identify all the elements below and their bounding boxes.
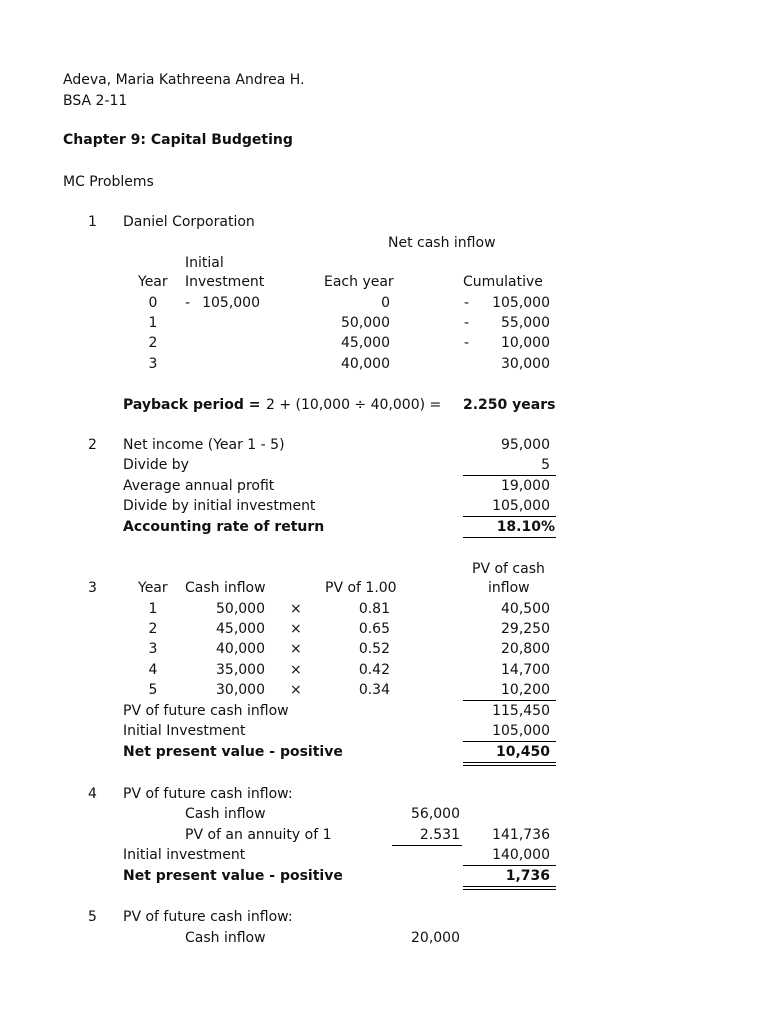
underline xyxy=(463,865,556,866)
annuity-total: 141,736 xyxy=(492,827,550,843)
pv-cell: 0.34 xyxy=(358,682,390,698)
initial-label: Initial Investment xyxy=(123,723,246,739)
pv-cash-cell: 20,800 xyxy=(501,641,550,657)
year-cell: 1 xyxy=(148,315,158,331)
times-sign: × xyxy=(290,682,302,698)
times-sign: × xyxy=(290,641,302,657)
npv-value: 1,736 xyxy=(505,868,550,884)
double-underline-bottom xyxy=(463,889,556,890)
double-underline xyxy=(463,537,556,538)
pv-cell: 0.42 xyxy=(358,662,390,678)
problem-number: 2 xyxy=(88,437,97,453)
payback-label: Payback period = xyxy=(123,397,261,413)
result-value: 18.10% xyxy=(496,519,555,535)
problem-number: 1 xyxy=(88,214,97,230)
problem-number: 4 xyxy=(88,786,97,802)
row-label: Divide by initial investment xyxy=(123,498,316,514)
pv-cash-header-1: PV of cash xyxy=(472,561,545,577)
initial-label: Initial investment xyxy=(123,847,246,863)
problem-title: Daniel Corporation xyxy=(123,214,255,230)
section-subtitle: MC Problems xyxy=(63,174,154,190)
row-label: Divide by xyxy=(123,457,189,473)
underline xyxy=(463,741,556,742)
cash-inflow-value: 20,000 xyxy=(411,930,460,946)
cumulative-sign: - xyxy=(464,295,470,311)
row-label: Net income (Year 1 - 5) xyxy=(123,437,285,453)
cash-cell: 35,000 xyxy=(216,662,265,678)
cumulative-header: Cumulative xyxy=(463,274,543,290)
year-cell: 4 xyxy=(148,662,158,678)
investment-cell: 105,000 xyxy=(202,295,260,311)
pv-future-value: 115,450 xyxy=(492,703,550,719)
npv-label: Net present value - positive xyxy=(123,744,343,760)
chapter-title: Chapter 9: Capital Budgeting xyxy=(63,132,293,148)
pv-cell: 0.52 xyxy=(358,641,390,657)
pv-cash-cell: 14,700 xyxy=(501,662,550,678)
cash-cell: 40,000 xyxy=(216,641,265,657)
row-label: Average annual profit xyxy=(123,478,275,494)
pv-future-label: PV of future cash inflow xyxy=(123,703,289,719)
underline xyxy=(463,516,556,517)
student-section: BSA 2-11 xyxy=(63,93,128,109)
pv-future-label: PV of future cash inflow: xyxy=(123,786,293,802)
result-label: Accounting rate of return xyxy=(123,519,325,535)
pv-future-label: PV of future cash inflow: xyxy=(123,909,293,925)
cash-inflow-header: Cash inflow xyxy=(185,580,266,596)
cumulative-cell: 10,000 xyxy=(501,335,550,351)
pv-cash-cell: 40,500 xyxy=(501,601,550,617)
pv-cash-cell: 29,250 xyxy=(501,621,550,637)
row-value: 5 xyxy=(541,457,550,473)
times-sign: × xyxy=(290,662,302,678)
cumulative-cell: 30,000 xyxy=(501,356,550,372)
double-underline-top xyxy=(463,886,556,887)
double-underline-bottom xyxy=(463,765,556,766)
investment-sign: - xyxy=(185,295,191,311)
cash-inflow-label: Cash inflow xyxy=(185,930,266,946)
initial-header-2: Investment xyxy=(185,274,265,290)
npv-label: Net present value - positive xyxy=(123,868,343,884)
each-year-cell: 45,000 xyxy=(341,335,390,351)
cash-cell: 45,000 xyxy=(216,621,265,637)
underline xyxy=(392,845,462,846)
double-underline-top xyxy=(463,762,556,763)
year-header: Year xyxy=(138,580,168,596)
cash-cell: 30,000 xyxy=(216,682,265,698)
student-name: Adeva, Maria Kathreena Andrea H. xyxy=(63,72,305,88)
payback-result: 2.250 years xyxy=(463,397,556,413)
cumulative-sign: - xyxy=(464,335,470,351)
problem-number: 3 xyxy=(88,580,97,596)
cash-inflow-value: 56,000 xyxy=(411,806,460,822)
cash-cell: 50,000 xyxy=(216,601,265,617)
pv-cell: 0.65 xyxy=(358,621,390,637)
year-cell: 3 xyxy=(148,641,158,657)
underline xyxy=(463,475,556,476)
initial-header-1: Initial xyxy=(185,255,224,271)
cumulative-cell: 55,000 xyxy=(501,315,550,331)
year-cell: 3 xyxy=(148,356,158,372)
year-cell: 1 xyxy=(148,601,158,617)
year-cell: 2 xyxy=(148,621,158,637)
initial-value: 105,000 xyxy=(492,723,550,739)
problem-number: 5 xyxy=(88,909,97,925)
underline xyxy=(463,700,556,701)
year-cell: 0 xyxy=(148,295,158,311)
pv-cell: 0.81 xyxy=(358,601,390,617)
annuity-value: 2.531 xyxy=(419,827,460,843)
cumulative-sign: - xyxy=(464,315,470,331)
year-cell: 5 xyxy=(148,682,158,698)
each-year-header: Each year xyxy=(324,274,394,290)
each-year-cell: 0 xyxy=(381,295,390,311)
pv-cash-header-2: inflow xyxy=(488,580,530,596)
pv-header: PV of 1.00 xyxy=(325,580,397,596)
each-year-cell: 40,000 xyxy=(341,356,390,372)
times-sign: × xyxy=(290,601,302,617)
year-cell: 2 xyxy=(148,335,158,351)
row-value: 95,000 xyxy=(501,437,550,453)
annuity-label: PV of an annuity of 1 xyxy=(185,827,332,843)
cash-inflow-label: Cash inflow xyxy=(185,806,266,822)
initial-value: 140,000 xyxy=(492,847,550,863)
payback-formula: 2 + (10,000 ÷ 40,000) = xyxy=(266,397,442,413)
year-header: Year xyxy=(138,274,168,290)
pv-cash-cell: 10,200 xyxy=(501,682,550,698)
row-value: 105,000 xyxy=(492,498,550,514)
cumulative-cell: 105,000 xyxy=(492,295,550,311)
row-value: 19,000 xyxy=(501,478,550,494)
times-sign: × xyxy=(290,621,302,637)
npv-value: 10,450 xyxy=(495,744,550,760)
net-cash-inflow-header: Net cash inflow xyxy=(388,235,496,251)
each-year-cell: 50,000 xyxy=(341,315,390,331)
